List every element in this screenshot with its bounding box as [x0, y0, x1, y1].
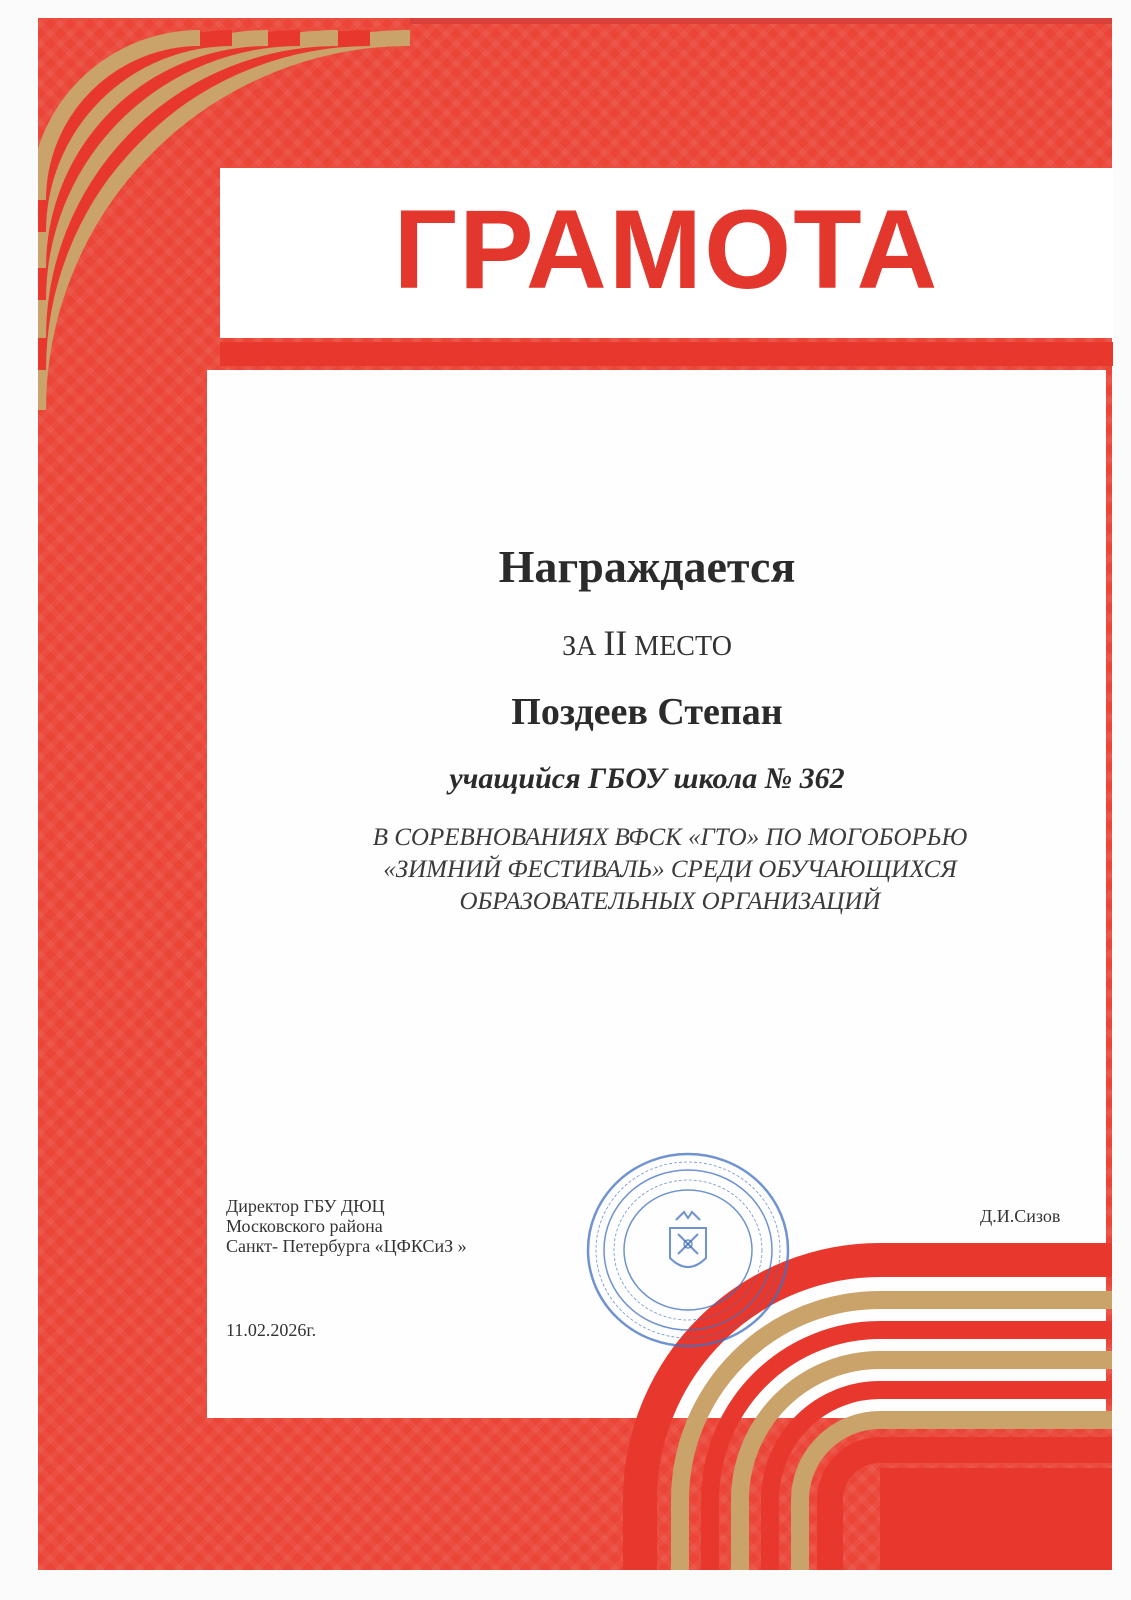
competition-line: ОБРАЗОВАТЕЛЬНЫХ ОРГАНИЗАЦИЙ — [459, 888, 881, 915]
awarded-heading: Награждается — [498, 541, 796, 592]
director-line: Московского района — [226, 1216, 383, 1236]
recipient-info: учащийся ГБОУ школа № 362 — [449, 762, 845, 795]
place-prefix: ЗА — [562, 631, 597, 662]
director-line: Санкт- Петербурга «ЦФКСиЗ » — [226, 1236, 467, 1256]
competition-line: «ЗИМНИЙ ФЕСТИВАЛЬ» СРЕДИ ОБУЧАЮЩИХСЯ — [383, 856, 957, 883]
director-title — [226, 1196, 546, 1256]
official-stamp — [580, 1146, 800, 1356]
place-suffix: МЕСТО — [634, 631, 732, 662]
place-line — [207, 622, 1087, 664]
certificate-title: ГРАМОТА — [393, 187, 940, 312]
issue-date: 11.02.2026г. — [226, 1320, 317, 1340]
place-number: II — [603, 623, 628, 663]
recipient-name: Поздеев Степан — [511, 691, 783, 733]
competition-description — [290, 822, 1050, 918]
signer-name: Д.И.Сизов — [980, 1206, 1061, 1226]
director-line: Директор ГБУ ДЮЦ — [226, 1196, 385, 1216]
competition-line: В СОРЕВНОВАНИЯХ ВФСК «ГТО» ПО МОГОБОРЬЮ — [372, 824, 968, 851]
